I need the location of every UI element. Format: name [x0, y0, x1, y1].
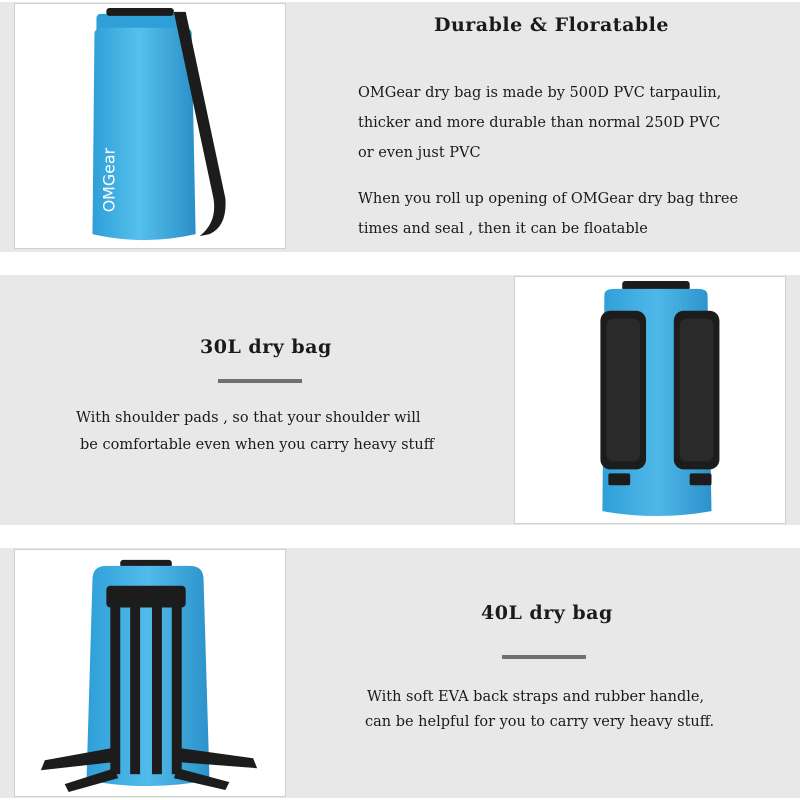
brand-text: OMGear	[99, 147, 119, 213]
heading-40l-dry-bag: 40L dry bag	[481, 602, 613, 624]
paragraph-line: When you roll up opening of OMGear dry bag three	[358, 191, 739, 207]
dry-bag-shoulder-strap-photo	[14, 3, 286, 249]
dry-bag-shoulder-pads-photo	[514, 276, 786, 524]
paragraph-material	[358, 78, 721, 168]
paragraph-shoulder-pads	[76, 405, 434, 459]
paragraph-line: thicker and more durable than normal 250D PVC	[358, 115, 721, 131]
paragraph-eva-straps	[367, 685, 714, 735]
heading-divider	[502, 655, 586, 659]
heading-divider	[218, 379, 302, 383]
heading-30l-dry-bag: 30L dry bag	[200, 336, 332, 358]
dry-bag-eva-straps-photo	[14, 549, 286, 797]
paragraph-line: With soft EVA back straps and rubber handle,	[367, 689, 705, 705]
heading-durable-floatable: Durable & Floratable	[434, 14, 669, 36]
paragraph-line: be comfortable even when you carry heavy stuff	[80, 437, 435, 453]
paragraph-line: or even just PVC	[358, 145, 481, 161]
paragraph-line: With shoulder pads , so that your shoulder will	[76, 410, 421, 426]
paragraph-line: can be helpful for you to carry very heavy stuff.	[365, 714, 715, 730]
paragraph-line: times and seal , then it can be floatable	[358, 221, 648, 237]
paragraph-line: OMGear dry bag is made by 500D PVC tarpaulin,	[358, 85, 722, 101]
paragraph-floatable	[358, 184, 738, 244]
